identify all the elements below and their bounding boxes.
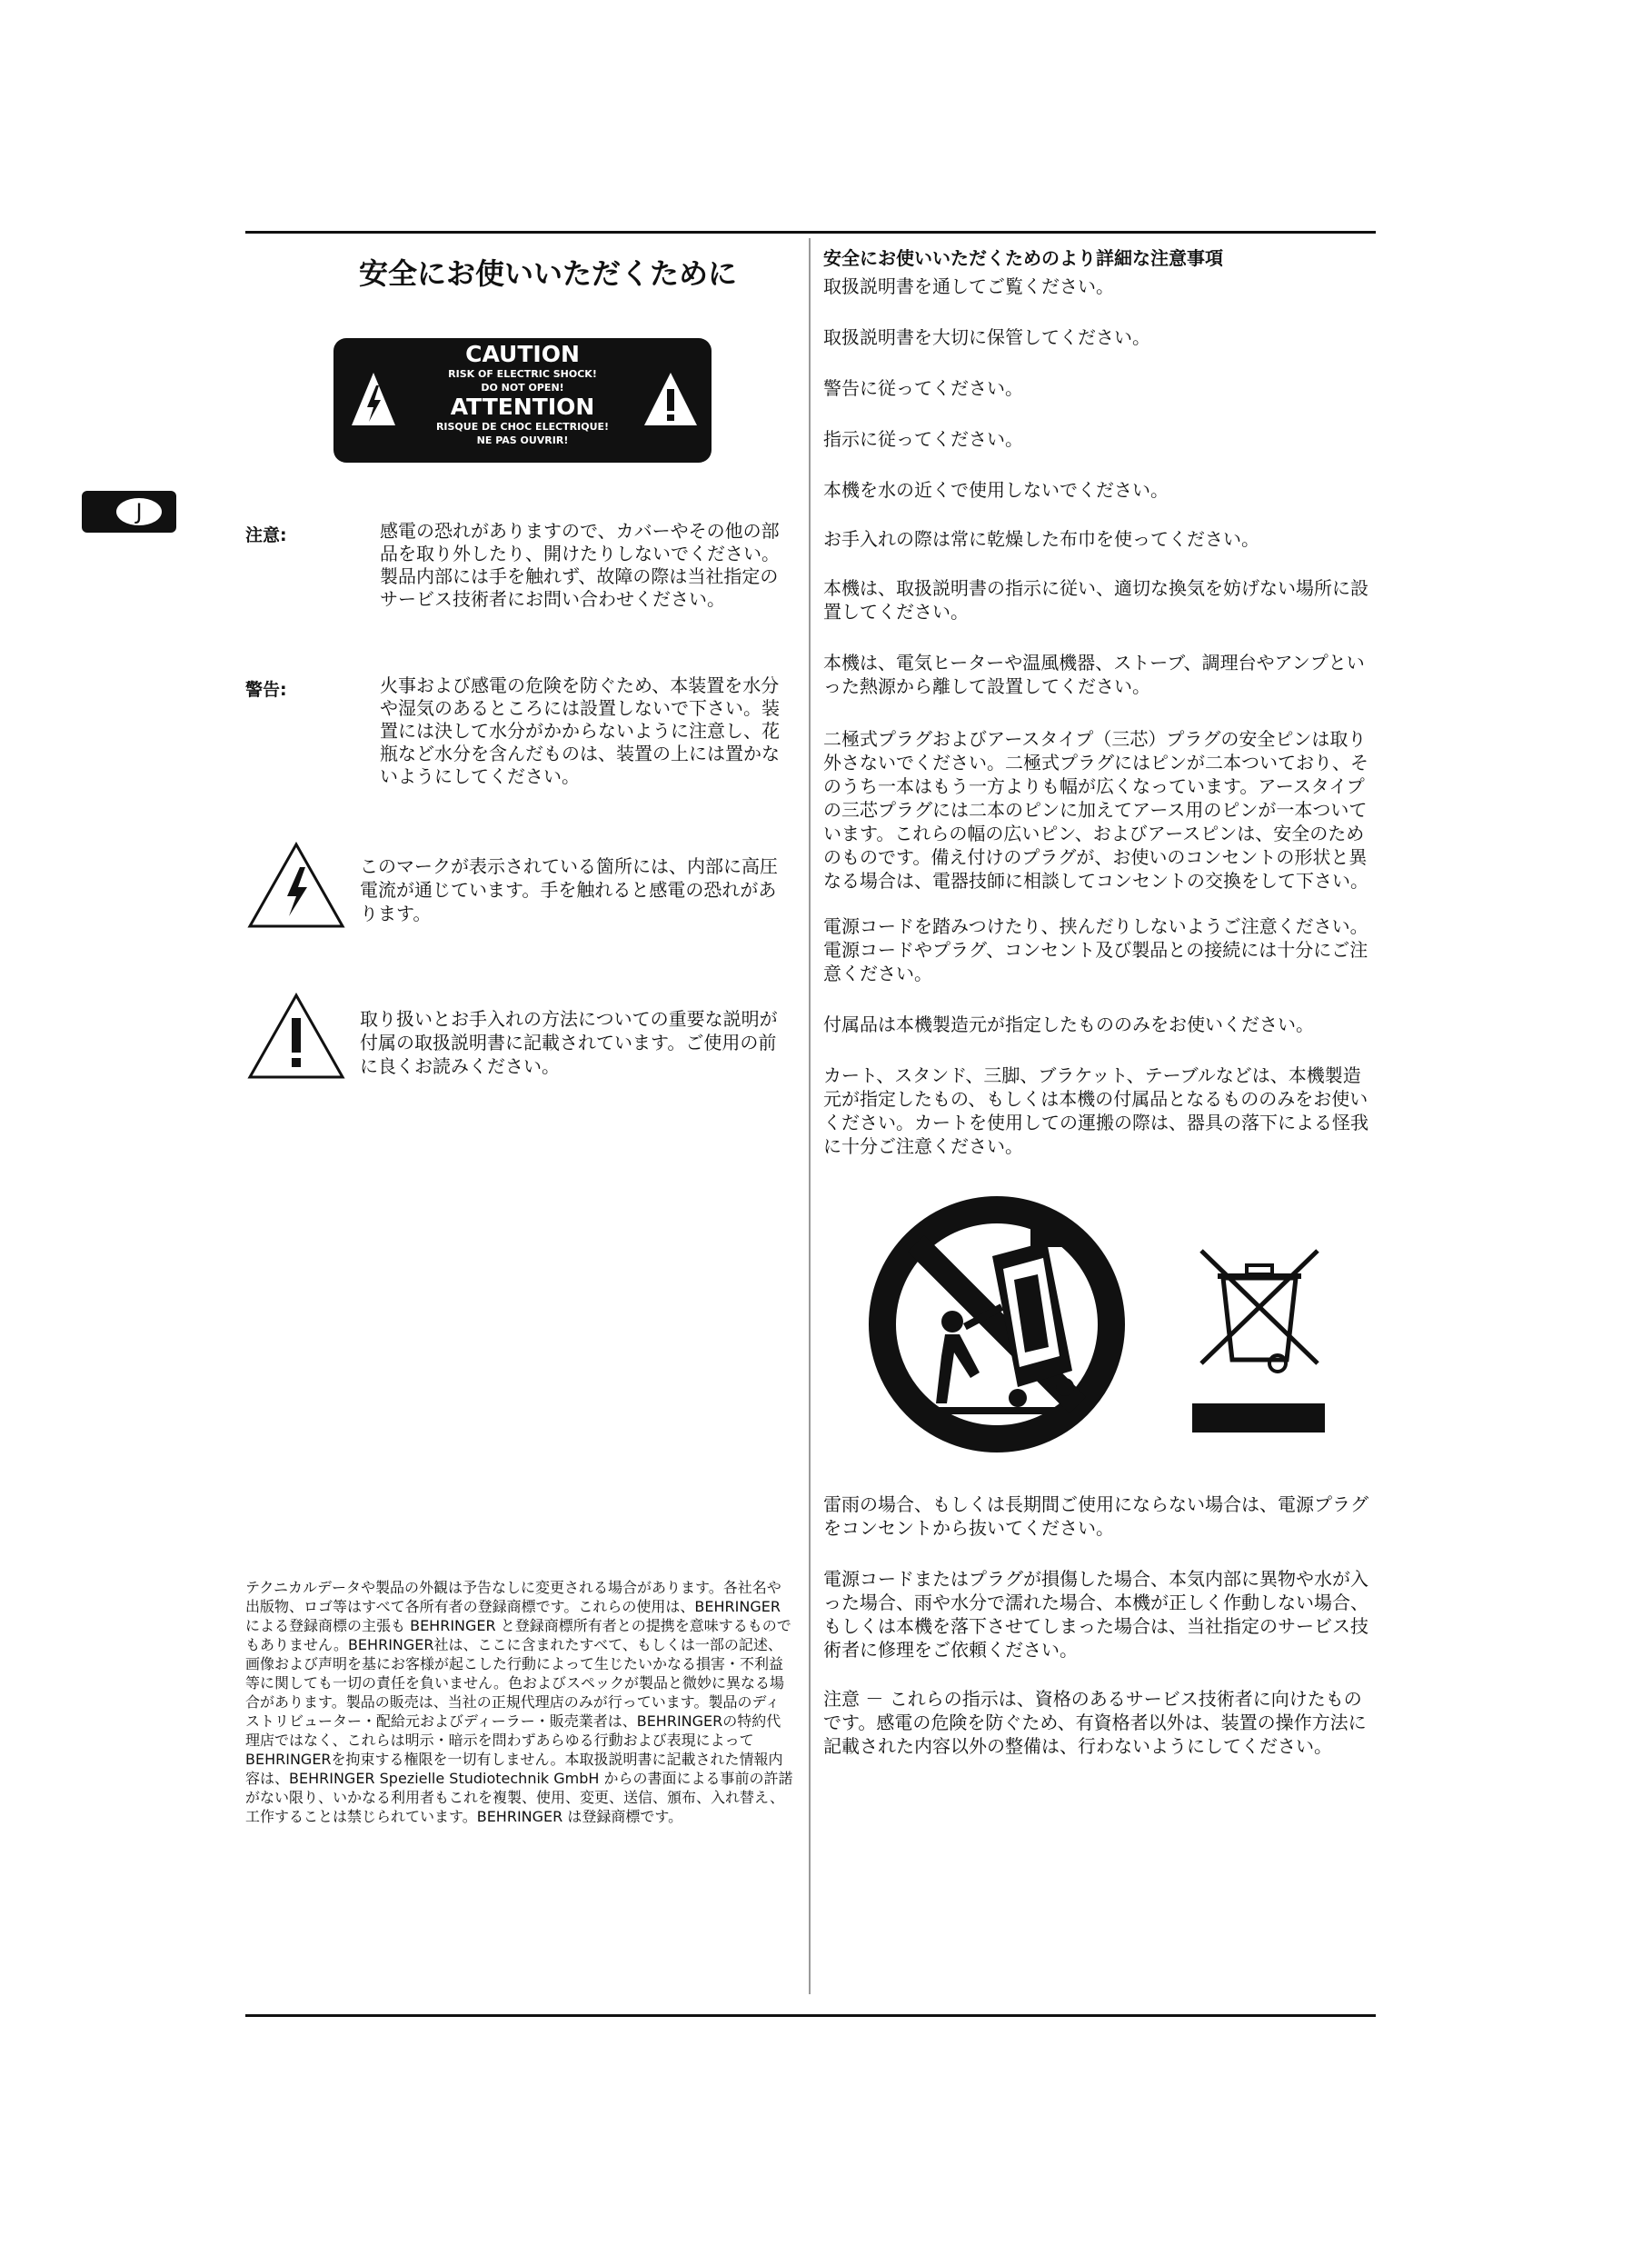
right-paragraph: 取扱説明書を大切に保管してください。 xyxy=(823,326,1150,348)
right-paragraph: 付属品は本機製造元が指定したもののみをお使いください。 xyxy=(823,1013,1314,1035)
right-paragraph: 本機を水の近くで使用しないでください。 xyxy=(823,479,1169,501)
top-rule xyxy=(245,231,1376,234)
right-paragraph: 警告に従ってください。 xyxy=(823,377,1023,399)
lightning-warning-icon xyxy=(247,842,345,929)
caution-line1: CAUTION xyxy=(465,341,580,367)
language-tab xyxy=(82,491,176,533)
right-paragraph: 本機は、取扱説明書の指示に従い、適切な換気を妨げない場所に設置してください。 xyxy=(823,577,1368,623)
right-paragraph: 注意 － これらの指示は、資格のあるサービス技術者に向けたものです。感電の危険を防ぐため、有資格者以外は、装置の操作方法に記載された内容以外の整備は、行わないようにしてください。 xyxy=(823,1688,1367,1757)
caution-label: 注意: xyxy=(245,525,287,545)
exclamation-symbol-text: 取り扱いとお手入れの方法についての重要な説明が付属の取扱説明書に記載されています。ご使用の前に良くお読みください。 xyxy=(360,1008,778,1077)
column-divider xyxy=(809,238,811,1994)
caution-line2: RISK OF ELECTRIC SHOCK! xyxy=(448,368,597,380)
caution-line3: DO NOT OPEN! xyxy=(481,382,564,394)
right-paragraph: 二極式プラグおよびアースタイプ（三芯）プラグの安全ピンは取り外さないでください。二極式プラグにはピンが二本ついており、そのうち一本はもう一方よりも幅が広くなっています。アースタイプの三芯プラグには二本のピンに加えてアース用のピンが一本ついています。これらの幅の広いピン、およびアースピンは、安全のためのものです。備え付けのプラグが、お使いのコンセントの形状と異なる場合は、電器技師に相談してコンセントの交換をして下さい。 xyxy=(823,728,1368,892)
right-paragraph: 指示に従ってください。 xyxy=(823,428,1023,450)
caution-line4: ATTENTION xyxy=(450,394,595,420)
right-paragraph: お手入れの際は常に乾燥した布巾を使ってください。 xyxy=(823,528,1259,550)
right-paragraph: 電源コードまたはプラグが損傷した場合、本気内部に異物や水が入った場合、雨や水分で濡れた場合、本機が正しく作動しない場合、もしくは本機を落下させてしまった場合は、当社指定のサービス技術者に修理をご依頼ください。 xyxy=(823,1568,1368,1661)
caution-line5: RISQUE DE CHOC ELECTRIQUE! xyxy=(435,421,610,433)
right-paragraph: 電源コードを踏みつけたり、挟んだりしないようご注意ください。電源コードやプラグ、コンセント及び製品との接続には十分にご注意ください。 xyxy=(823,915,1368,984)
cart-warning-icon xyxy=(865,1193,1129,1456)
right-paragraph: 取扱説明書を通してご覧ください。 xyxy=(823,275,1114,297)
lightning-triangle-icon xyxy=(350,371,397,427)
right-paragraph: カート、スタンド、三脚、ブラケット、テーブルなどは、本機製造元が指定したもの、もしくは本機の付属品となるもののみをお使いください。カートを使用しての運搬の際は、器具の落下による怪我に十分ご注意ください。 xyxy=(823,1064,1368,1157)
right-paragraph: 雷雨の場合、もしくは長期間ご使用にならない場合は、電源プラグをコンセントから抜いてください。 xyxy=(823,1493,1368,1539)
left-title: 安全にお使いいただくために xyxy=(359,256,738,291)
warning-label: 警告: xyxy=(245,680,287,700)
right-paragraph: 本機は、電気ヒーターや温風機器、ストーブ、調理台やアンプといった熱源から離して設置してください。 xyxy=(823,652,1365,697)
weee-bin-icon xyxy=(1190,1245,1327,1436)
right-title: 安全にお使いいただくためのより詳細な注意事項 xyxy=(823,247,1223,269)
exclamation-warning-icon xyxy=(247,993,345,1080)
caution-text: 感電の恐れがありますので、カバーやその他の部品を取り外したり、開けたりしないでください。製品内部には手を触れず、故障の際は当社指定のサービス技術者にお問い合わせください。 xyxy=(380,520,780,610)
language-tab-label: J xyxy=(116,498,162,525)
caution-sign xyxy=(333,338,712,463)
bottom-rule xyxy=(245,2014,1376,2017)
lightning-symbol-text: このマークが表示されている箇所には、内部に高圧電流が通じています。手を触れると感電の恐れがあります。 xyxy=(360,855,778,924)
legal-notice: テクニカルデータや製品の外観は予告なしに変更される場合があります。各社名や出版物、ロゴ等はすべて各所有者の登録商標です。これらの使用は、BEHRINGERによる登録商標の主張も BEHRINGER と登録商標所有者との提携を意味するものでもありません。BEHRINGER社は、ここに含まれたすべて、もしくは一部の記述、画像および声明を基にお客様が起こした行動によって生じたいかなる損害・不利益等に関しても一切の責任を負いません。色およびスペックが製品と微妙に異なる場合があります。製品の販売は、当社の正規代理店のみが行っています。製品のディストリビューター・配給元およびディーラー・販売業者は、BEHRINGERの特約代理店ではなく、これらは明示・暗示を問わずあらゆる行動および表現によってBEHRINGERを拘束する権限を一切有しません。本取扱説明書に記載された情報内容は、BEHRINGER Spezielle Studiotechnik GmbH からの書面による事前の許諾がない限り、いかなる利用者もこれを複製、使用、変更、送信、頒布、入れ替え、工作することは禁じられています。BEHRINGER は登録商標です。 xyxy=(245,1579,793,1825)
caution-line6: NE PAS OUVRIR! xyxy=(476,434,569,446)
warning-text: 火事および感電の危険を防ぐため、本装置を水分や湿気のあるところには設置しないで下さい。装置には決して水分がかからないように注意し、花瓶など水分を含んだものは、装置の上には置かないようにしてください。 xyxy=(380,674,780,787)
exclamation-triangle-icon xyxy=(642,371,699,427)
